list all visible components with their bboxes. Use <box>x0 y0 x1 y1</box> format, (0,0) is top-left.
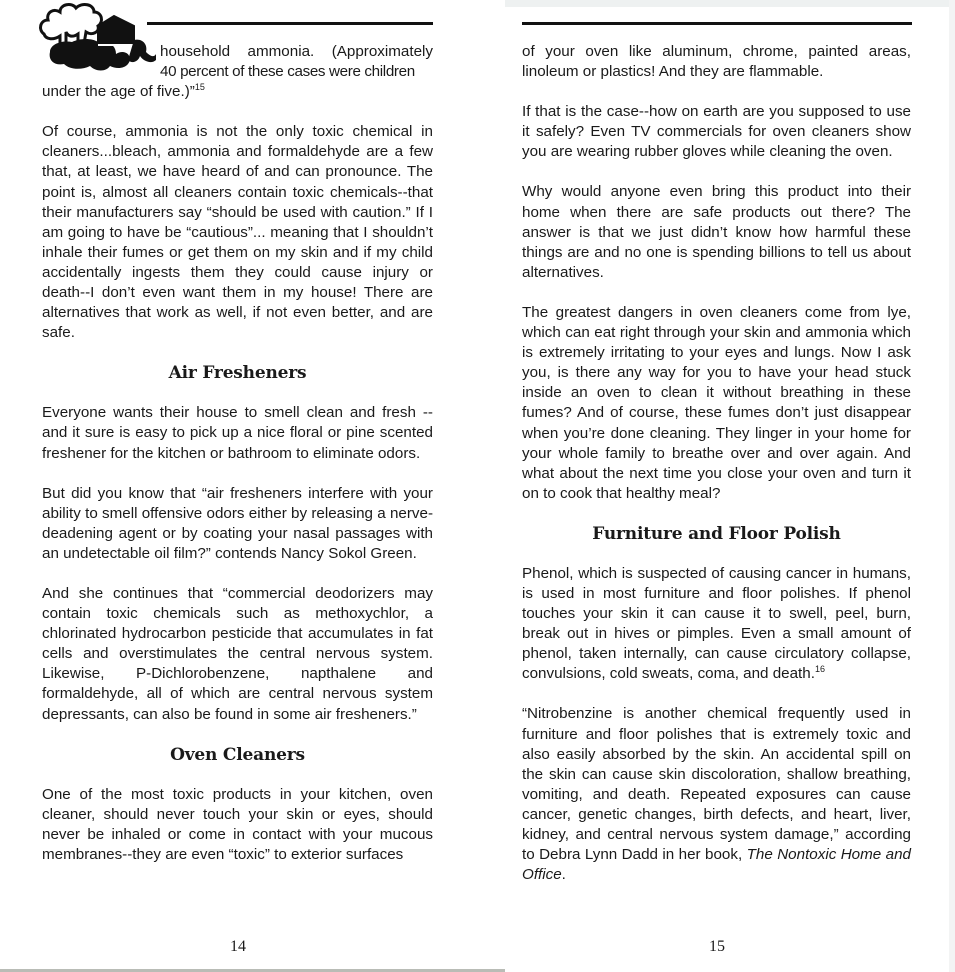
paragraph-dangers: The greatest dangers in oven cleaners come from lye, which can eat right through your skin and ammonia which is extremely irritating to your eyes and lungs. Now I ask you, is there any way for you to have your head stuck inside an oven to clean it without breathing in these fumes? And of course, these fumes don’t just disappear when you’re done cleaning. They linger in your home for your whole family to breathe over and over again. And what about the next time you close your oven and turn it on to cook that healthy meal? <box>522 303 911 502</box>
intro-line-1: household ammonia. (Approximately <box>160 43 433 60</box>
intro-text: under the age of five.)” <box>42 83 195 101</box>
heading-air-fresheners: Air Fresheners <box>168 363 307 384</box>
top-rule <box>522 22 912 25</box>
footnote-ref-15: 15 <box>194 82 205 93</box>
paragraph-air-2: But did you know that “air fresheners interfere with your ability to smell offensive odors either by releasing a nerve-deadening agent or by coating your nasal passages with an undetectable oil film?” contends Nancy Sokol Green. <box>42 484 433 562</box>
paragraph-safely: If that is the case--how on earth are you supposed to use it safely? Even TV commercials for oven cleaners show you are wearing rubber gloves while cleaning the oven. <box>522 103 911 161</box>
paragraph-ammonia: Of course, ammonia is not the only toxic chemical in cleaners...bleach, ammonia and formaldehyde are a few that, at least, we have heard of and can pronounce. The point is, almost all cleaners contain toxic chemicals--that their manufacturers say “should be used with caution.” If I am going to have be “cautious”... meaning that I shouldn’t inhale their fumes or get them on my skin and if my child accidentally ingests them they could cause injury or death--I don’t even want them in my house! There are alternatives that work as well, if not even better, and are safe. <box>42 123 433 342</box>
paragraph-air-3: And she continues that “commercial deodorizers may contain toxic chemicals such as methoxychlor, a chlorinated hydrocarbon pesticide that accumulates in fat cells and overstimulates the central nervous system. Likewise, P-Dichlorobenzene, napthalene and formaldehyde, all of which are central nervous system depressants, can also be found in some air fresheners.” <box>42 584 433 723</box>
right-page <box>505 0 955 972</box>
page-number-14: 14 <box>230 938 246 955</box>
paragraph-air-1: Everyone wants their house to smell clean and fresh --and it sure is easy to pick up a nice floral or pine scented freshener for the kitchen or bathroom to eliminate odors. <box>42 404 433 462</box>
paragraph-flammable: of your oven like aluminum, chrome, painted areas, linoleum or plastics! And they are flammable. <box>522 43 911 81</box>
intro-line-2: 40 percent of these cases were children <box>160 63 415 81</box>
nitrobenzine-text: “Nitrobenzine is another chemical frequently used in furniture and floor polishes that is extremely toxic and also easily absorbed by the skin. An accidental spill on the skin can cause skin discoloration, shallow breathing, vomiting, and death. Repeated exposures can cause cancer, genetic changes, birth defects, and heart, liver, kidney, and central nervous system damage,” according to Debra Lynn Dadd in her book, <box>522 705 911 864</box>
nitrobenzine-end: . <box>561 866 566 884</box>
paragraph-oven-1: One of the most toxic products in your kitchen, oven cleaner, should never touch your skin or eyes, should never be inhaled or come in contact with your mucous membranes--they are even “toxic” to exterior surfaces <box>42 785 433 863</box>
page-edge-right <box>949 0 955 972</box>
intro-line-3 <box>42 82 433 102</box>
book-title: The Nontoxic Home and Office <box>522 846 911 884</box>
left-page-text <box>42 42 433 885</box>
heading-oven-cleaners: Oven Cleaners <box>170 744 305 765</box>
paragraph-phenol <box>522 564 911 685</box>
top-rule <box>147 22 433 25</box>
heading-furniture-floor-polish: Furniture and Floor Polish <box>592 523 841 544</box>
phenol-text: Phenol, which is suspected of causing cancer in humans, is used in most furniture and floor polishes. If phenol touches your skin it can cause it to swell, peel, burn, break out in hives or pimples. Even a small amount of phenol, taken internally, can cause circulatory collapse, convulsions, cold sweats, coma, and death. <box>522 564 911 683</box>
right-page-text <box>522 42 911 905</box>
paragraph-nitrobenzine <box>522 704 911 885</box>
page-edge-top <box>505 0 955 7</box>
page-number-15: 15 <box>709 938 725 955</box>
paragraph-why: Why would anyone even bring this product into their home when there are safe products out there? The answer is that we just didn’t know how harmful these things are and no one is spending billions to tell us about alternatives. <box>522 183 911 281</box>
footnote-ref-16: 16 <box>814 664 825 675</box>
